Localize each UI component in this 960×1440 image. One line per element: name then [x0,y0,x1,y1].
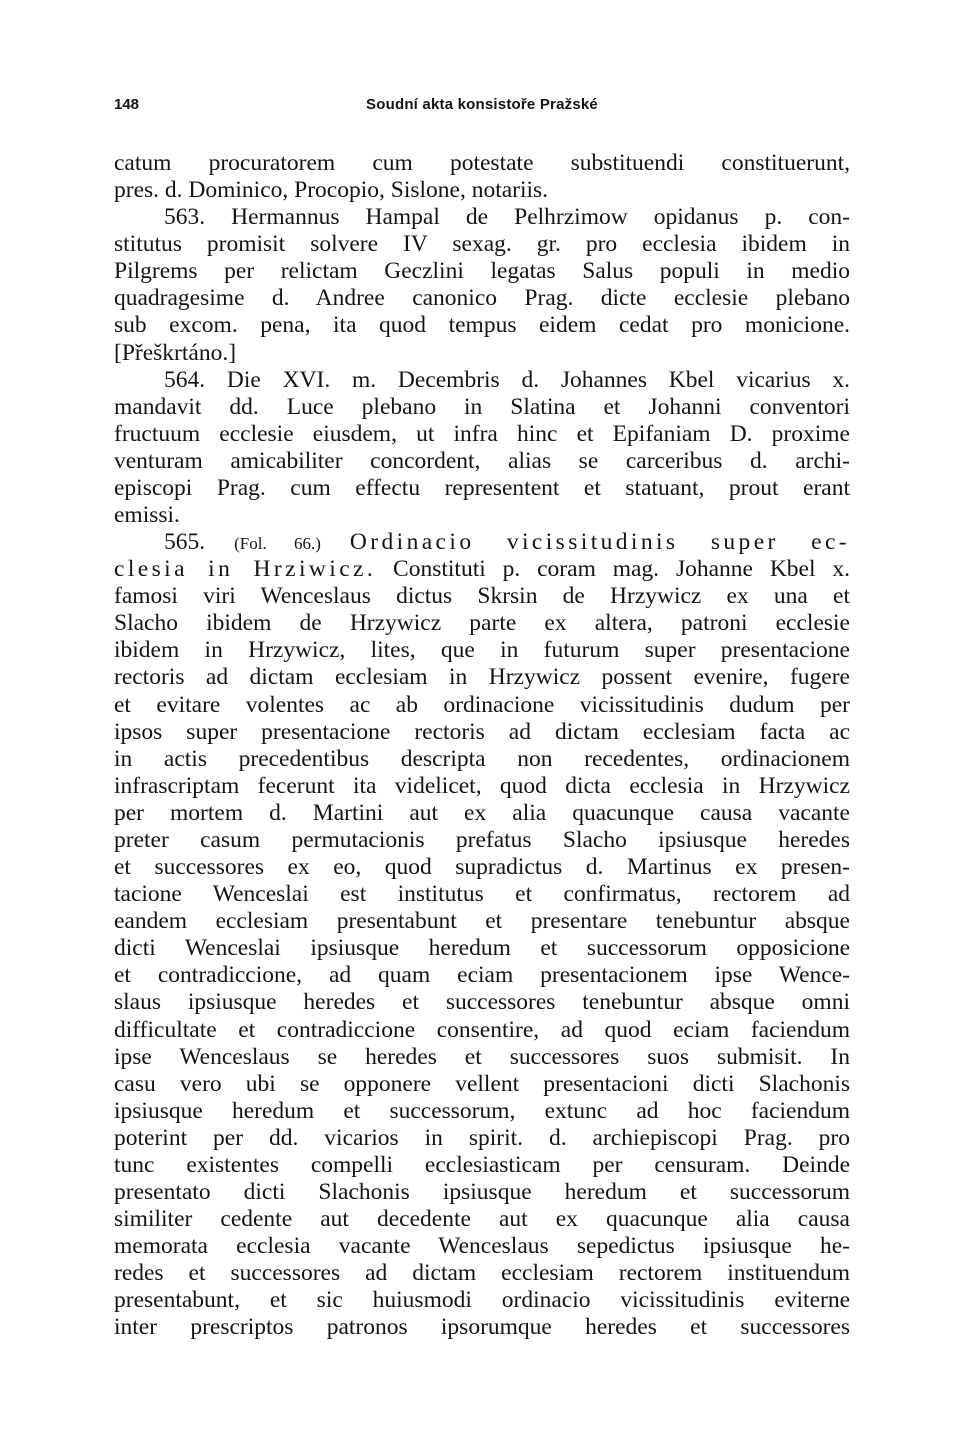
text-line: eandem ecclesiam presentabunt et presentare tenebuntur absque [114,908,850,935]
text-line: tacione Wenceslai est institutus et confirmatus, rectorem ad [114,881,850,908]
text-line: ibidem in Hrzywicz, lites, que in futurum super presentacione [114,637,850,664]
text-line: redes et successores ad dictam ecclesiam rectorem instituendum [114,1260,850,1287]
text-line: Pilgrems per relictam Geczlini legatas Salus populi in medio [114,258,850,285]
text-line: fructuum ecclesie eiusdem, ut infra hinc et Epifaniam D. proxime [114,420,850,447]
text-line: pres. d. Dominico, Procopio, Sislone, notariis. [114,177,549,204]
text-line: difficultate et contradiccione consentire, ad quod eciam faciendum [114,1016,850,1043]
entry-563-line: 563. Hermannus Hampal de Pelhrzimow opidanus p. con- [164,204,850,231]
text-line: per mortem d. Martini aut ex alia quacunque causa vacante [114,799,850,826]
page-header [114,96,850,120]
text-line: rectoris ad dictam ecclesiam in Hrzywicz possent evenire, fugere [114,664,850,691]
text-line: slaus ipsiusque heredes et successores tenebuntur absque omni [114,989,850,1016]
text-line: venturam amicabiliter concordent, alias se carceribus d. archi- [114,447,850,474]
running-title: Soudní akta konsistoře Pražské [366,96,598,113]
text-line: emissi. [114,502,180,529]
folio-reference: (Fol. 66.) [234,534,321,554]
text-line: ipsiusque heredum et successorum, extunc ad hoc faciendum [114,1097,850,1124]
body-text [114,150,850,1341]
text-line: in actis precedentibus descripta non recedentes, ordinacionem [114,745,850,772]
text-line: tunc existentes compelli ecclesiasticam per censuram. Deinde [114,1151,850,1178]
text-line: quadragesime d. Andree canonico Prag. dicte ecclesie plebano [114,285,850,312]
text-line-segment: Constituti p. coram mag. Johanne Kbel x. [393,556,851,583]
page-number: 148 [114,96,140,113]
entry-565-heading-line-2 [114,556,850,583]
text-line: ipse Wenceslaus se heredes et successores suos submisit. In [114,1043,850,1070]
text-line: et evitare volentes ac ab ordinacione vicissitudinis dudum per [114,691,850,718]
text-line: preter casum permutacionis prefatus Slacho ipsiusque heredes [114,826,850,853]
text-line: stitutus promisit solvere IV sexag. gr. pro ecclesia ibidem in [114,231,850,258]
text-line: mandavit dd. Luce plebano in Slatina et Johanni conventori [114,393,850,420]
text-line: presentabunt, et sic huiusmodi ordinacio vicissitudinis eviterne [114,1287,850,1314]
text-line: poterint per dd. vicarios in spirit. d. archiepiscopi Prag. pro [114,1124,850,1151]
text-line: dicti Wenceslai ipsiusque heredum et successorum opposicione [114,935,850,962]
text-line: presentato dicti Slachonis ipsiusque heredum et successorum [114,1178,850,1205]
entry-number: 565. [164,529,206,556]
text-line: Slacho ibidem de Hrzywicz parte ex altera, patroni ecclesie [114,610,850,637]
text-line: similiter cedente aut decedente aut ex quacunque alia causa [114,1206,850,1233]
text-line: casu vero ubi se opponere vellent presentacioni dicti Slachonis [114,1070,850,1097]
text-line: sub excom. pena, ita quod tempus eidem cedat pro monicione. [114,312,850,339]
text-line: ipsos super presentacione rectoris ad dictam ecclesiam facta ac [114,718,850,745]
entry-title: Ordinacio vicissitudinis super ec- [349,529,850,556]
text-line: catum procuratorem cum potestate substituendi constituerunt, [114,150,850,176]
text-line: memorata ecclesia vacante Wenceslaus sepedictus ipsiusque he- [114,1233,850,1260]
text-line: et successores ex eo, quod supradictus d. Martinus ex presen- [114,854,850,881]
text-line: episcopi Prag. cum effectu representent et statuant, prout erant [114,474,850,501]
text-line: famosi viri Wenceslaus dictus Skrsin de Hrzywicz ex una et [114,583,850,610]
text-line: et contradiccione, ad quam eciam presentacionem ipse Wence- [114,962,850,989]
text-line: infrascriptam fecerunt ita videlicet, quod dicta ecclesia in Hrzywicz [114,772,850,799]
entry-title-continued: clesia in Hrziwicz. [114,556,377,583]
entry-564-line: 564. Die XVI. m. Decembris d. Johannes Kbel vicarius x. [164,366,850,393]
entry-565-heading-line [114,529,850,556]
editorial-note: [Přeškrtáno.] [114,339,237,366]
text-line: inter prescriptos patronos ipsorumque heredes et successores [114,1314,850,1341]
